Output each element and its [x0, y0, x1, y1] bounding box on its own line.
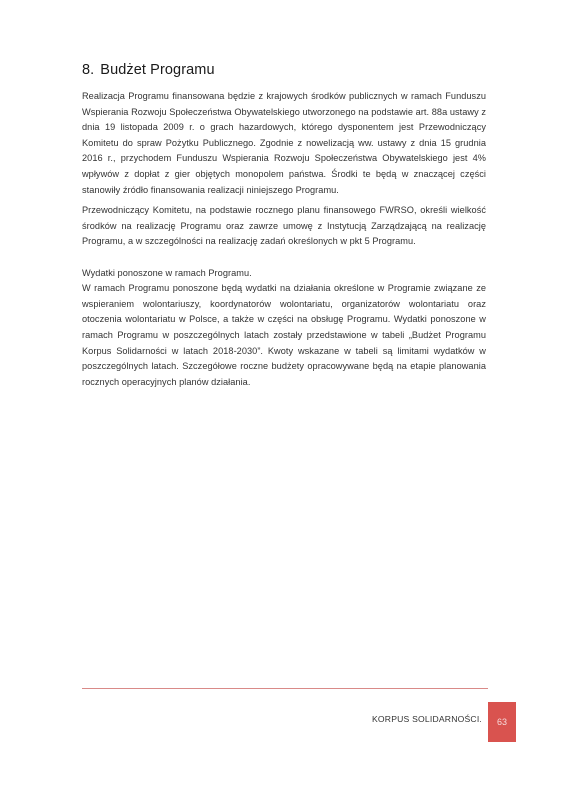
page-content	[82, 62, 486, 390]
section-title: Budżet Programu	[100, 62, 215, 78]
section-heading	[82, 62, 486, 78]
footer-label: KORPUS SOLIDARNOŚCI.	[371, 714, 482, 724]
paragraph-expenses-heading: Wydatki ponoszone w ramach Programu.	[82, 267, 252, 278]
section-number: 8.	[82, 62, 95, 78]
footer-divider	[82, 688, 488, 689]
paragraph-funding-source: Realizacja Programu finansowana będzie z krajowych środków publicznych w ramach Funduszu Wspierania Rozwoju Społeczeństwa Obywatelskiego utworzonego na podstawie art. 88a ustawy z dnia 19 listopada 2009 r. o grach hazardowych, którego dysponentem jest Przewodniczący Komitetu do spraw Pożytku Publicznego. Zgodnie z nowelizacją ww. ustawy z dnia 15 grudnia 2016 r., przychodem Funduszu Wspierania Rozwoju Społeczeństwa Obywatelskiego jest 4% wpływów z dopłat z gier objętych monopolem państwa. Środki te będą w znaczącej części stanowiły źródło finansowania realizacji niniejszego Programu.	[82, 91, 486, 195]
paragraph-expenses-detail: W ramach Programu ponoszone będą wydatki na działania określone w Programie związane ze wspieraniem wolontariuszy, koordynatorów wolontariatu, organizatorów wolontariatu oraz otoczenia wolontariatu w Polsce, a także w części na obsługę Programu. Wydatki ponoszone w ramach Programu w poszczególnych latach zostały przedstawione w tabeli „Budżet Programu Korpus Solidarności w latach 2018-2030”. Kwoty wskazane w tabeli są limitami wydatków w poszczególnych latach. Szczegółowe roczne budżety opracowywane będą na etapie planowania rocznych operacyjnych planów działania.	[82, 283, 486, 387]
blank-line	[82, 250, 486, 266]
page-number-badge	[488, 702, 516, 742]
page-number: 63	[496, 717, 507, 727]
paragraph-committee-chair: Przewodniczący Komitetu, na podstawie rocznego planu finansowego FWRSO, określi wielkość środków na realizację Programu oraz zawrze umowę z Instytucją Zarządzającą na realizację Programu, a w szczególności na realizację zadań określonych w pkt 5 Programu.	[82, 205, 486, 247]
